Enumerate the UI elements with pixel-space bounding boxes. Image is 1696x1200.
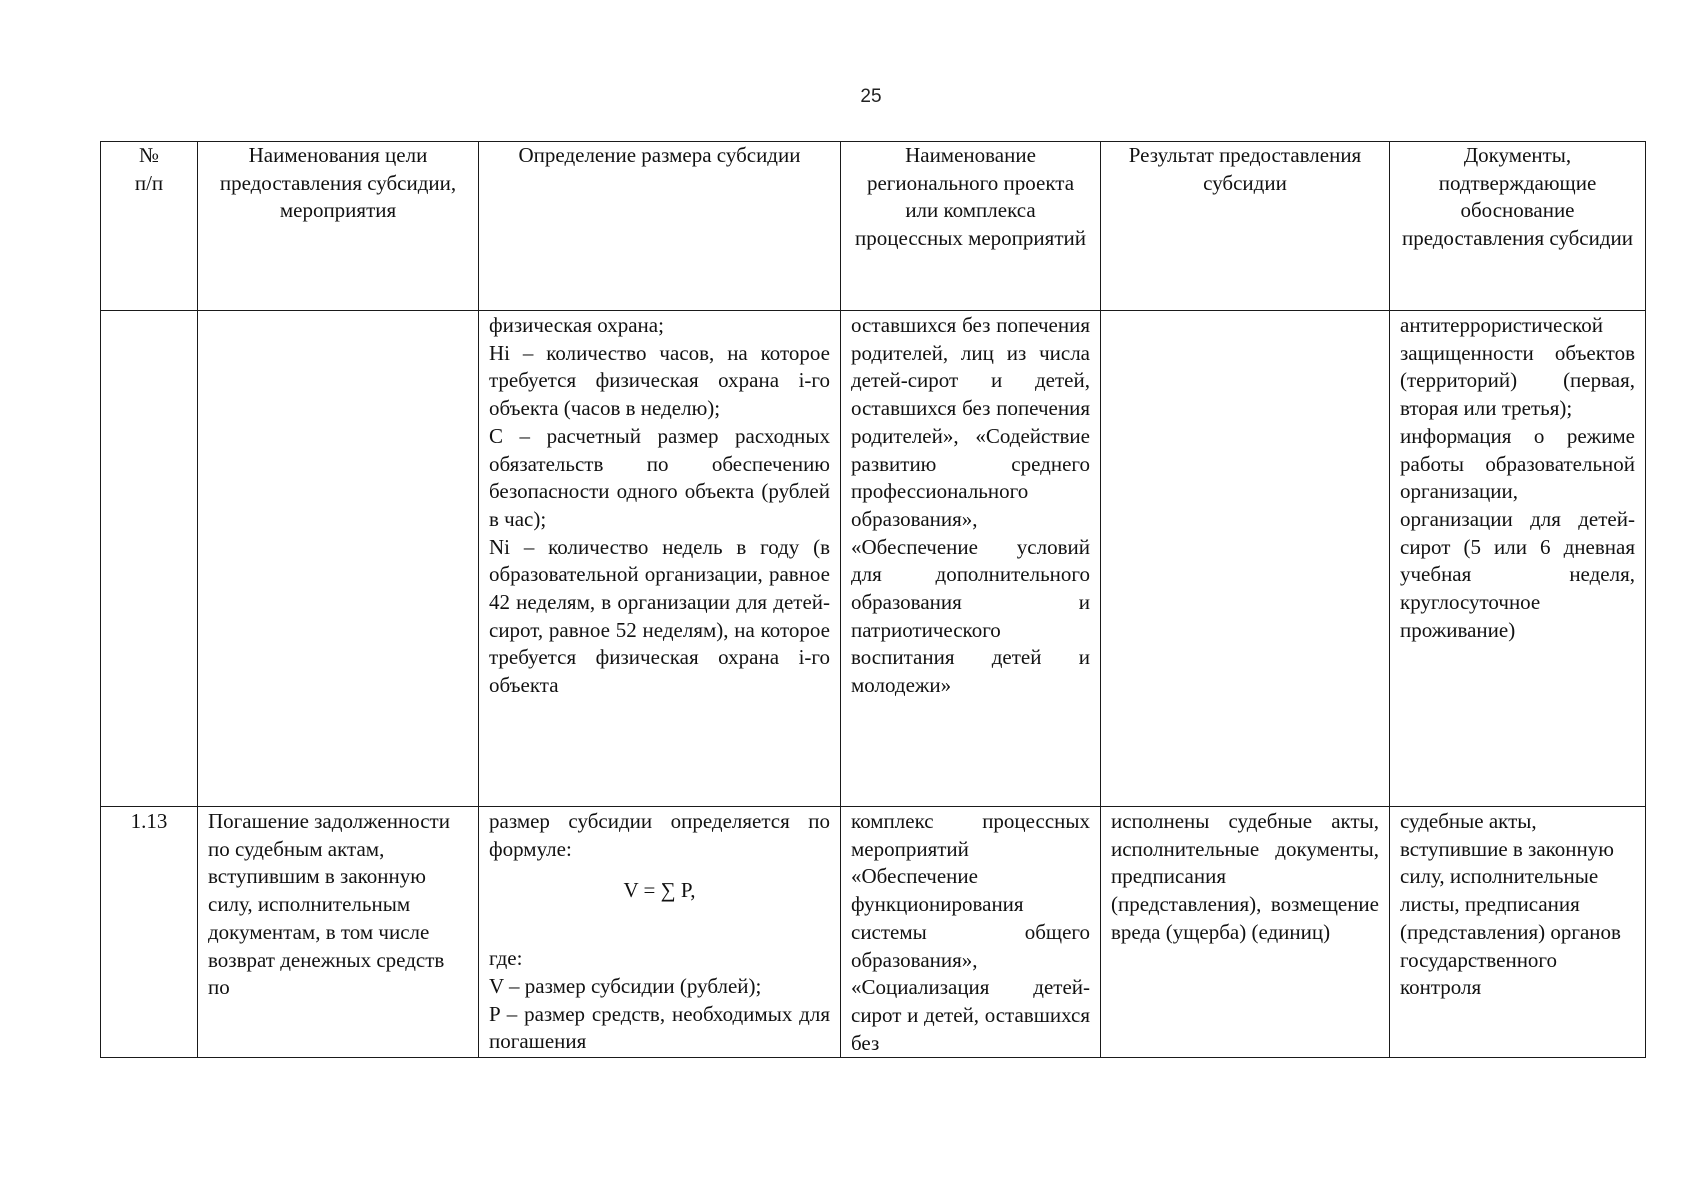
cell-goal: Погашение задолженности по судебным актам, вступившим в законную силу, исполнительным документам, в том числе возврат денежных средств по bbox=[198, 807, 479, 1058]
table-header-row bbox=[101, 142, 1646, 311]
header-size: Определение размера субсидии bbox=[479, 142, 841, 311]
cell-number: 1.13 bbox=[101, 807, 198, 1058]
subsidy-table bbox=[100, 141, 1646, 1058]
size-formula: V = ∑ P, bbox=[623, 878, 696, 903]
size-p-definition: P – размер средств, необходимых для погашения bbox=[489, 1001, 830, 1054]
size-v-definition: V – размер субсидии (рублей); bbox=[489, 973, 762, 998]
header-documents: Документы, подтверждающие обоснование предоставления субсидии bbox=[1390, 142, 1646, 311]
cell-result bbox=[1101, 311, 1390, 807]
header-number: № п/п bbox=[101, 142, 198, 311]
cell-size: физическая охрана; Hi – количество часов, на которое требуется физическая охрана i-го объекта (часов в неделю); C – расчетный размер расходных обязательств по обеспечению безопасности одного объекта (рублей в час); Ni – количество недель в году (в образовательной организации, равное 42 неделям, в организации для детей-сирот, равное 52 неделям), на которое требуется физическая охрана i-го объекта bbox=[479, 311, 841, 807]
size-spacer bbox=[489, 917, 830, 945]
cell-documents: судебные акты, вступившие в законную силу, исполнительные листы, предписания (представления) органов государственного контроля bbox=[1390, 807, 1646, 1058]
cell-size bbox=[479, 807, 841, 1058]
cell-documents: антитеррористической защищенности объектов (территорий) (первая, вторая или третья); информация о режиме работы образовательной организации, организации для детей-сирот (5 или 6 дневная учебная неделя, круглосуточное проживание) bbox=[1390, 311, 1646, 807]
cell-project: оставшихся без попечения родителей, лиц из числа детей-сирот и детей, оставшихся без попечения родителей», «Содействие развитию среднего профессионального образования», «Обеспечение условий для дополнительного образования и патриотического воспитания детей и молодежи» bbox=[841, 311, 1101, 807]
table-row bbox=[101, 807, 1646, 1058]
header-result: Результат предоставления субсидии bbox=[1101, 142, 1390, 311]
size-where: где: bbox=[489, 946, 523, 971]
cell-project: комплекс процессных мероприятий «Обеспечение функционирования системы общего образования», «Социализация детей-сирот и детей, оставшихся без bbox=[841, 807, 1101, 1058]
table-row bbox=[101, 311, 1646, 807]
header-goal: Наименования цели предоставления субсидии, мероприятия bbox=[198, 142, 479, 311]
size-intro: размер субсидии определяется по формуле: bbox=[489, 809, 830, 861]
cell-goal bbox=[198, 311, 479, 807]
header-project: Наименование регионального проекта или комплекса процессных мероприятий bbox=[841, 142, 1101, 311]
cell-number bbox=[101, 311, 198, 807]
cell-result: исполнены судебные акты, исполнительные документы, предписания (представления), возмещение вреда (ущерба) (единиц) bbox=[1101, 807, 1390, 1058]
page-number: 25 bbox=[860, 86, 882, 107]
